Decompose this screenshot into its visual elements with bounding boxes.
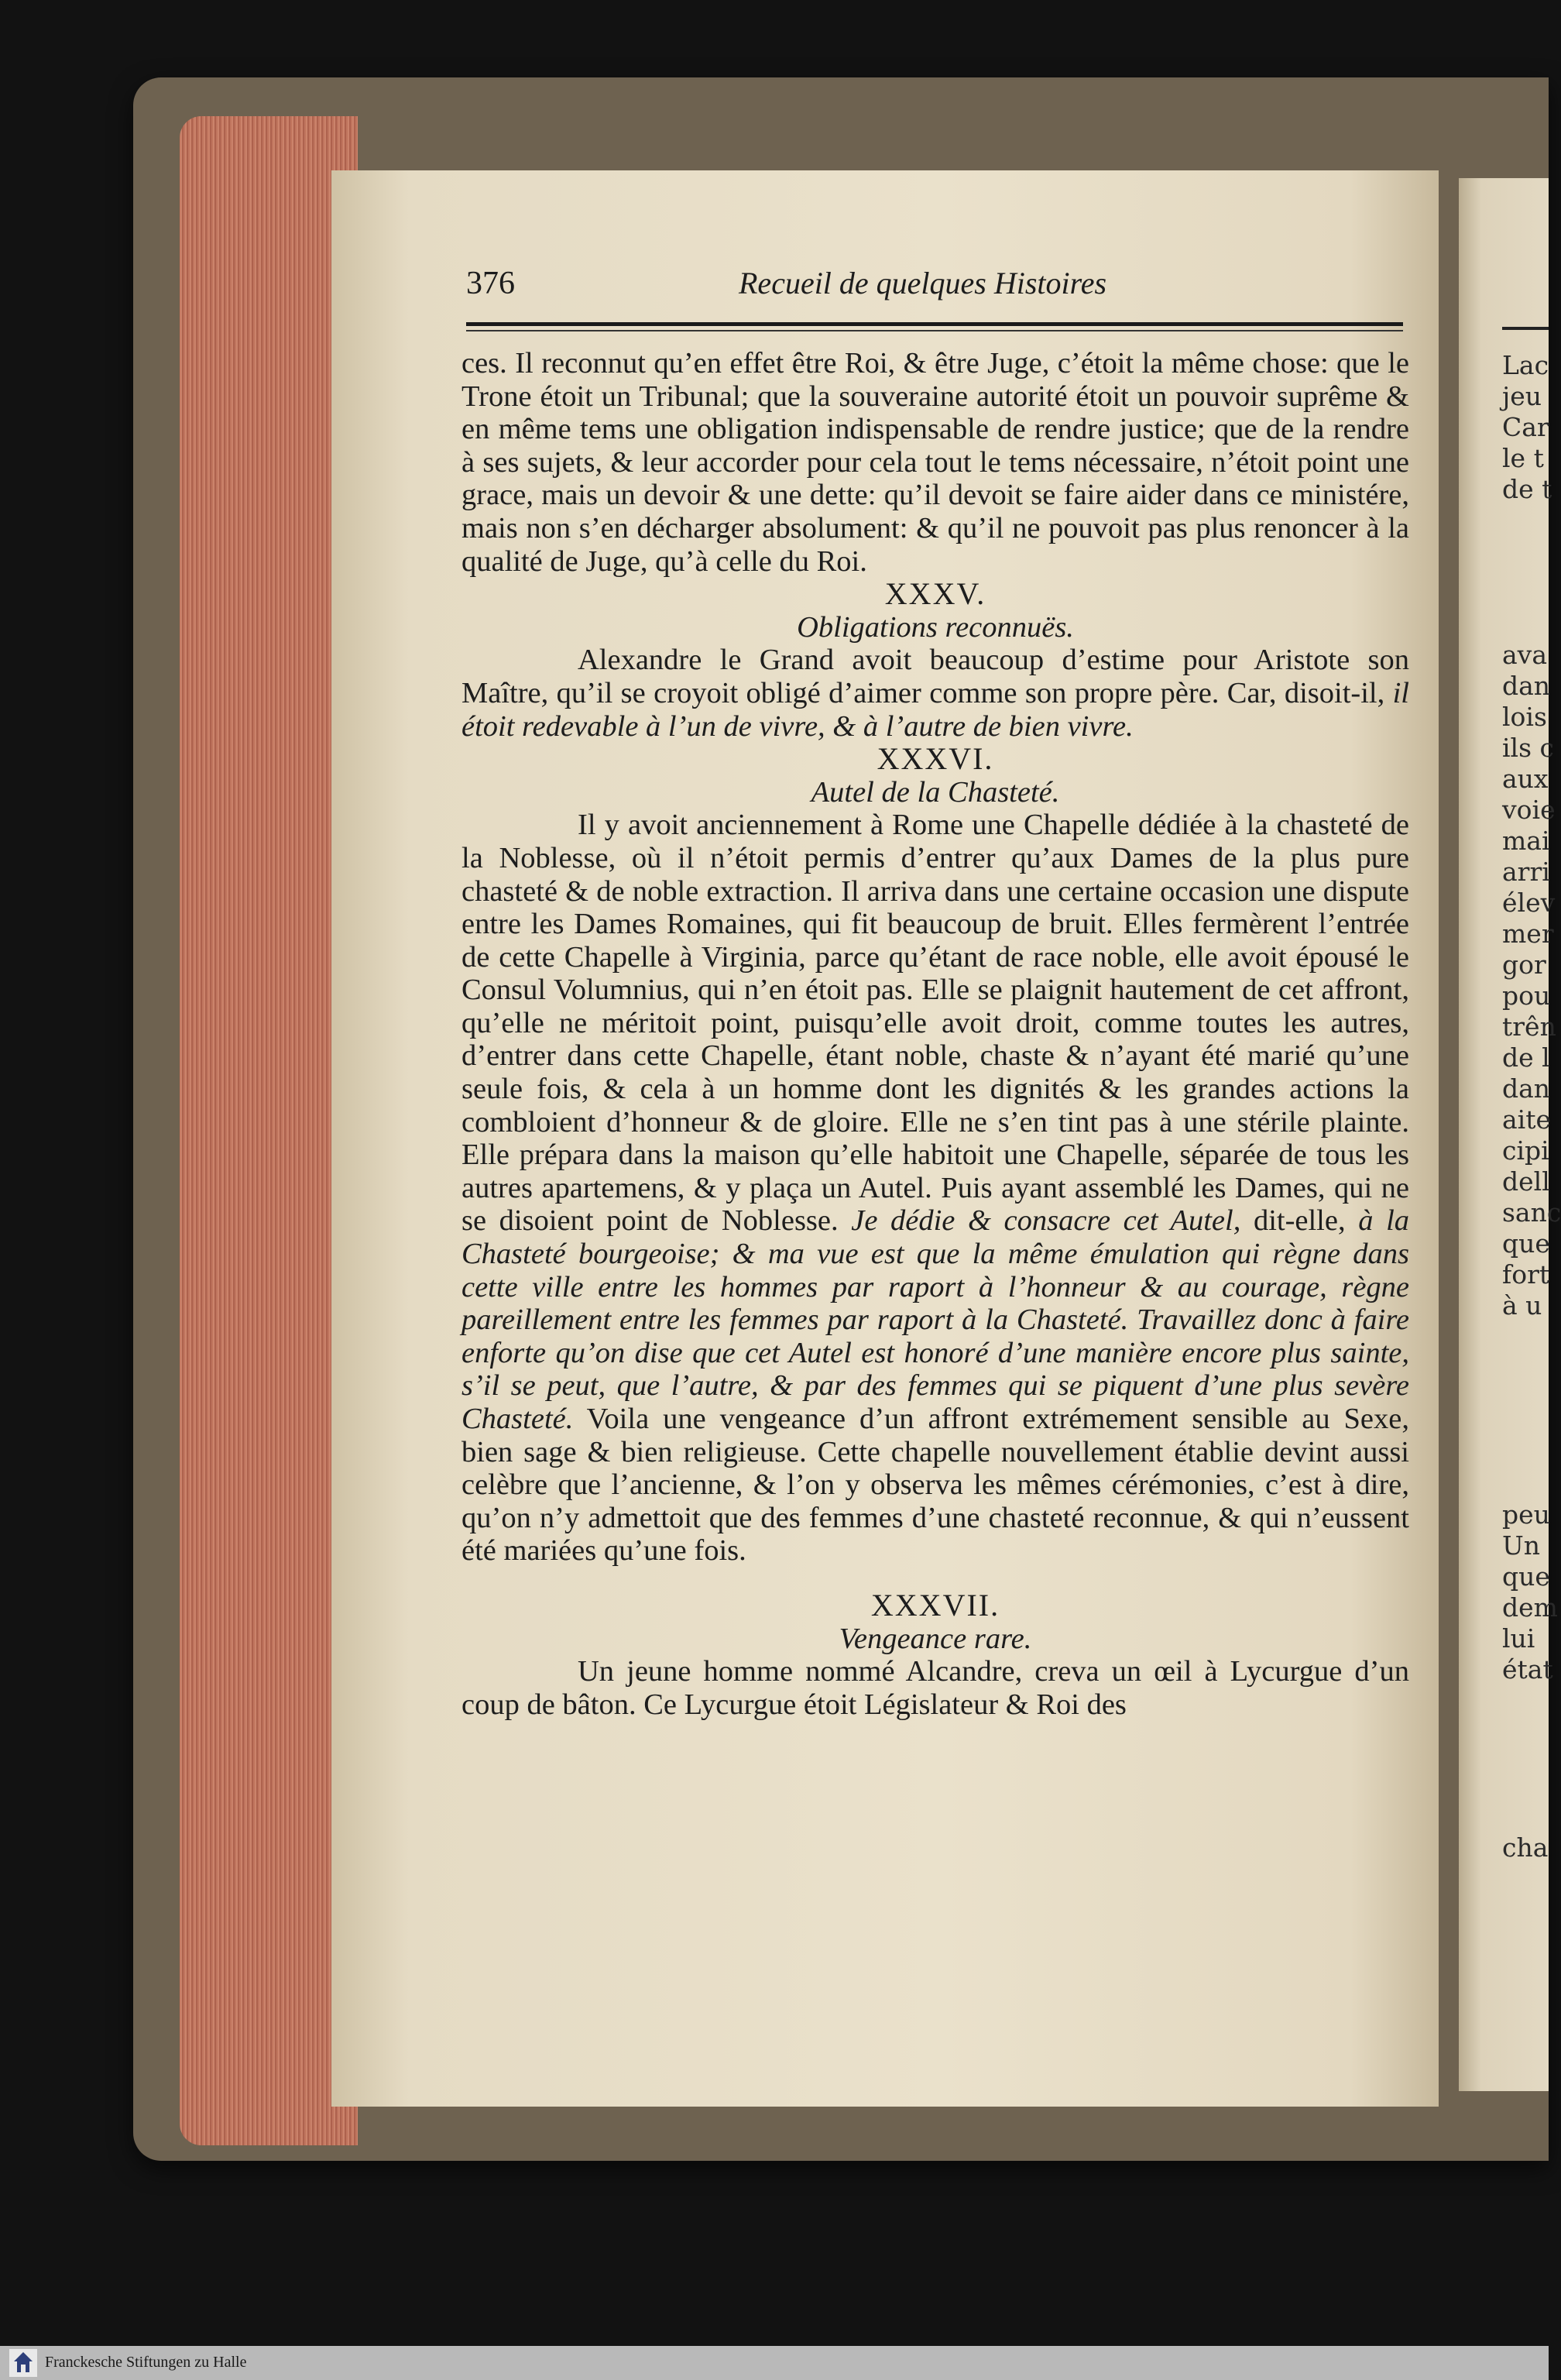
right-page-fragment: jeu [1502,381,1542,411]
right-page-fragment: sanc [1502,1197,1561,1228]
institution-logo-icon [9,2349,37,2377]
right-page-fragment: élev [1502,888,1556,918]
section-number-37: XXXVII. [870,1587,1000,1623]
right-page-fragment: dan [1502,671,1551,701]
section-36-quote-1: Je dédie & consacre cet Autel, [851,1204,1241,1238]
section-number-36: XXXVI. [877,741,994,777]
right-page-fragment: lois [1502,702,1547,732]
right-page-fragment: mai [1502,826,1550,856]
right-page-fragment: pou [1502,981,1551,1011]
right-page-fragment: aux [1502,764,1549,794]
right-page-fragment: dem [1502,1592,1558,1623]
running-header [466,265,1406,311]
right-page-fragment: de t [1502,474,1552,504]
right-page-fragment: ils c [1502,733,1555,763]
right-page-fragment: de l [1502,1042,1550,1073]
right-page-fragment: trên [1502,1011,1556,1042]
right-page-fragment: peu [1502,1499,1550,1530]
right-page-fragment: dell [1502,1166,1550,1197]
section-title-37: Vengeance rare. [839,1622,1032,1655]
section-text-35 [461,644,1409,743]
section-text-37: Un jeune homme nommé Alcandre, creva un œil à Lycurgue d’un coup de bâton. Ce Lycurgue étoit Législateur & Roi des [461,1655,1409,1721]
right-page-fragment: Car [1502,412,1549,442]
right-page-fragment: dan [1502,1073,1551,1104]
running-title: Recueil de quelques Histoires [739,266,1107,301]
right-page-fragment: que [1502,1561,1550,1592]
right-page-fragment: le t [1502,443,1544,473]
footer-credit: Franckesche Stiftungen zu Halle [45,2354,247,2371]
right-page-fragment: lui [1502,1623,1535,1654]
right-page-fragment: que [1502,1228,1550,1259]
section-36-end: Voila une vengeance d’un affront extrémement sensible au Sexe, bien sage & bien religieuse. Cette chapelle nouvellement établie devint aussi celèbre que l’ancienne, & l’on y observa les mêmes cérémonies, c’est à dire, qu’on n’y admettoit que des femmes d’une chasteté reconnue, & qui n’eussent été mariées qu’une fois. [461,1403,1409,1568]
right-page-fragment: à u [1502,1290,1542,1321]
body-text [461,347,1409,1721]
section-number-35: XXXV. [884,576,986,612]
right-page-fragment: ava [1502,640,1547,670]
paragraph-continued: ces. Il reconnut qu’en effet être Roi, & être Juge, c’étoit la même chose: que le Trone étoit un Tribunal; que la souveraine autorité étoit un pouvoir suprême & en même tems une obligation indispensable de rendre justice; que de la rendre à ses sujets, & leur accorder pour cela tout le tems nécessaire, n’étoit point une grace, mais un devoir & une dette: qu’il devoit se faire aider dans ce ministére, mais non s’en décharger absolument: & qu’il ne pouvoit pas plus renoncer à la qualité de Juge, qu’à celle du Roi. [461,347,1409,578]
footer-bar [0,2346,1549,2380]
right-page-fragment: cha [1502,1832,1549,1863]
header-rule-thin [466,330,1403,331]
section-title-36: Autel de la Chasteté. [811,775,1060,809]
page-number: 376 [466,266,515,301]
section-35-body: Alexandre le Grand avoit beaucoup d’estime pour Aristote son Maître, qu’il se croyoit obligé d’aimer comme son propre père. Car, disoit-il, [461,644,1409,709]
section-title-35: Obligations reconnuës. [797,610,1074,644]
section-36-quote-2: à la Chasteté bourgeoise; & ma vue est que la même émulation qui règne dans cette ville entre les hommes par raport à l’honneur & au courage, règne pareillement entre les femmes par raport à la Chasteté. Travaillez donc à faire enforte qu’on dise que cet Autel est honoré d’une manière encore plus sainte, s’il se peut, que l’autre, & par des femmes qui se piquent d’une plus sevère Chasteté. [461,1204,1410,1435]
right-page-fragment: cipi [1502,1135,1549,1166]
right-page-fragment: fort [1502,1259,1550,1290]
right-page-fragment: gor [1502,950,1546,980]
right-page-fragment: voie [1502,795,1556,825]
section-36-mid: dit-elle, [1253,1204,1346,1238]
right-page-fragment: Un [1502,1530,1541,1561]
section-36-body: Il y avoit anciennement à Rome une Chapelle dédiée à la chasteté de la Noblesse, où il n’étoit permis d’entrer qu’aux Dames de la plus pure chasteté & de noble extraction. Il arriva dans une certaine occasion une dispute entre les Dames Romaines, qui fit beaucoup de bruit. Elles fermèrent l’entrée de cette Chapelle à Virginia, parce qu’étant de race noble, elle avoit épousé le Consul Volumnius, qui n’en étoit pas. Elle se plaignit hautement de cet affront, qu’elle ne méritoit point, puisqu’elle avoit droit, comme toutes les autres, d’entrer dans cette Chapelle, étant noble, chaste & n’ayant été marié qu’une seule fois, & cela à un homme dont les dignités & les grandes actions la combloient d’honneur & de gloire. Elle ne s’en tint pas à une stérile plainte. Elle prépara dans la maison qu’elle habitoit une Chapelle, séparée de tous les autres apartemens, & y plaça un Autel. Puis ayant assemblé les Dames, qui ne se disoient point de Noblesse. [461,809,1409,1238]
right-page-fragment: Lac [1502,350,1549,380]
right-page-fragment: état [1502,1654,1553,1685]
header-rule [466,322,1403,326]
right-page-rule [1502,327,1549,330]
right-page-fragment: aite [1502,1104,1552,1135]
section-text-36 [461,809,1409,1568]
right-page-fragment: arri [1502,857,1550,887]
right-page-fragment: mer [1502,919,1554,949]
section-35-italic: il étoit redevable à l’un de vivre, & à l’autre de bien vivre. [461,676,1410,743]
right-page [1459,178,1561,2091]
